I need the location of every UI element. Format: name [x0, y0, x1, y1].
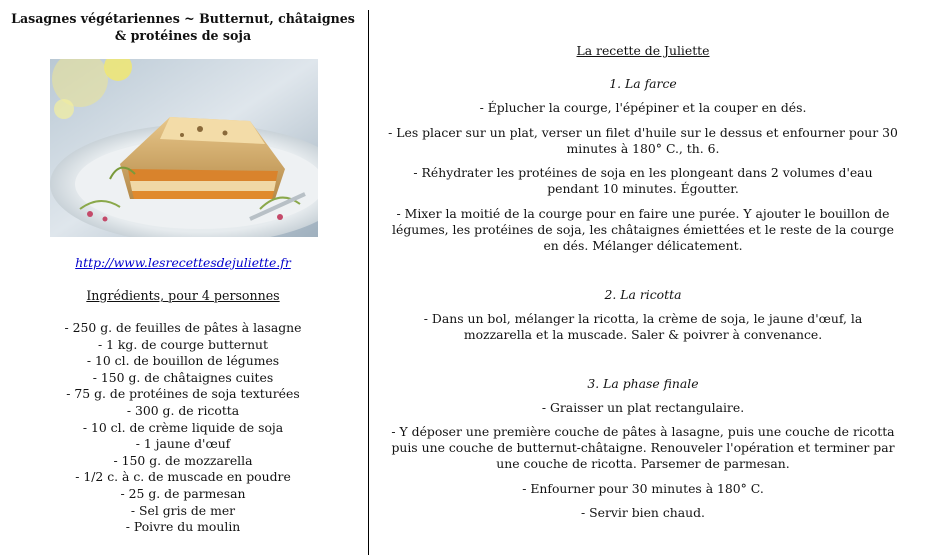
ingredient-item: - Sel gris de mer: [130, 502, 236, 518]
ingredient-item: - 150 g. de châtaignes cuites: [92, 369, 274, 385]
right-column: [388, 0, 898, 555]
step-text: - Éplucher la courge, l'épépiner et la couper en dés.: [479, 100, 807, 115]
ingredient-item: - Poivre du moulin: [125, 519, 241, 535]
ingredient-item: - 250 g. de feuilles de pâtes à lasagne: [64, 320, 302, 335]
ingredient-item: - 1/2 c. à c. de muscade en poudre: [75, 469, 291, 485]
step-text: - Mixer la moitié de la courge pour en faire une purée. Y ajouter le bouillon de légumes, les protéines de soja, les châtaignes émiettées et le reste de la courge en dés. Mélanger délicatement.: [392, 206, 894, 253]
ingredient-item: - 300 g. de ricotta: [126, 402, 240, 418]
column-divider: [368, 10, 369, 555]
recipe-method-title: La recette de Juliette: [576, 43, 710, 58]
ingredient-item: - 75 g. de protéines de soja texturées: [66, 386, 300, 402]
section-heading-farce: 1. La farce: [609, 76, 677, 91]
ingredient-item: - 150 g. de mozzarella: [113, 452, 253, 468]
step-text: - Dans un bol, mélanger la ricotta, la crème de soja, le jaune d'œuf, la mozzarella et la muscade. Saler & poivrer à convenance.: [423, 311, 863, 342]
lasagna-photo: [50, 59, 318, 237]
ingredients-list: [0, 320, 366, 536]
ingredient-item: - 1 kg. de courge butternut: [97, 336, 269, 352]
step-text: - Réhydrater les protéines de soja en les plongeant dans 2 volumes d'eau pendant 10 minutes. Égoutter.: [413, 165, 873, 196]
ingredient-item: - 25 g. de parmesan: [120, 485, 246, 501]
section-heading-ricotta: 2. La ricotta: [604, 287, 682, 302]
step-text: - Les placer sur un plat, verser un filet d'huile sur le dessus et enfourner pour 30 minutes à 180° C., th. 6.: [388, 125, 898, 156]
step-text: - Servir bien chaud.: [581, 505, 705, 520]
ingredient-item: - 10 cl. de bouillon de légumes: [86, 353, 280, 369]
recipe-title: Lasagnes végétariennes ~ Butternut, châtaignes & protéines de soja: [11, 11, 355, 43]
step-text: - Enfourner pour 30 minutes à 180° C.: [522, 481, 764, 496]
left-column: [0, 0, 366, 555]
section-heading-phase-finale: 3. La phase finale: [587, 376, 699, 391]
step-text: - Y déposer une première couche de pâtes à lasagne, puis une couche de ricotta puis une couche de butternut-châtaigne. Renouveler l'opération et terminer par une couche de ricotta. Parsemer de parmesan.: [391, 424, 895, 471]
ingredient-item: - 10 cl. de crème liquide de soja: [82, 419, 284, 435]
ingredients-heading: Ingrédients, pour 4 personnes: [86, 288, 280, 303]
ingredient-item: - 1 jaune d'œuf: [135, 436, 231, 452]
website-link[interactable]: http://www.lesrecettesdejuliette.fr: [75, 255, 291, 270]
step-text: - Graisser un plat rectangulaire.: [541, 400, 745, 415]
